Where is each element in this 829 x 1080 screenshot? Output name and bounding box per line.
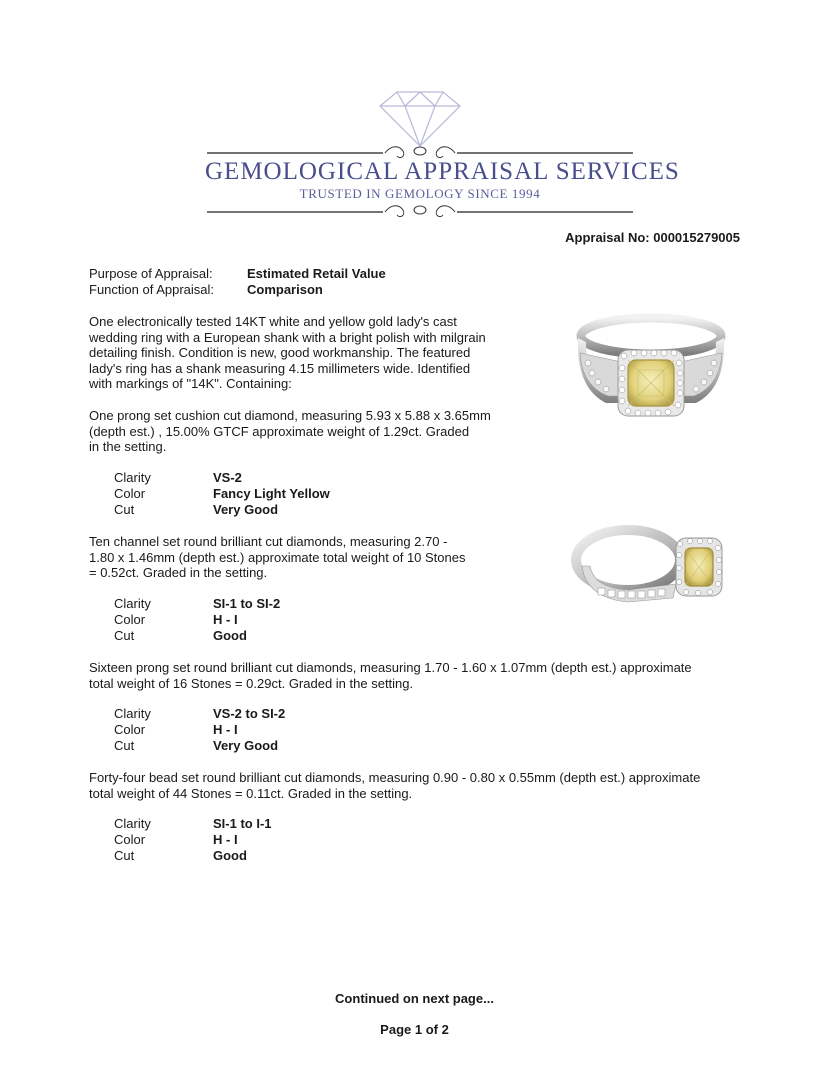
stone-line: One prong set cushion cut diamond, measuring 5.93 x 5.88 x 3.65mm [89,408,491,423]
purpose-label: Purpose of Appraisal: [89,266,213,281]
company-name: GEMOLOGICAL APPRAISAL SERVICES [205,158,680,185]
appraisal-number: Appraisal No: 000015279005 [565,230,740,245]
stone-3-description [89,660,739,691]
cut-value: Very Good [213,738,279,753]
clarity-value: VS-2 [213,470,242,485]
stone-line: in the setting. [89,439,167,454]
clarity-label: Clarity [114,596,151,611]
stone-2-grades [114,596,414,644]
color-label: Color [114,832,146,847]
clarity-label: Clarity [114,706,151,721]
cut-value: Very Good [213,502,279,517]
page-number: Page 1 of 2 [380,1022,449,1037]
description-line: lady's ring has a shank measuring 4.15 millimeters wide. Identified [89,360,471,376]
color-value: H - I [213,722,238,737]
clarity-value: VS-2 to SI-2 [213,706,286,721]
cut-value: Good [213,848,247,863]
description-line: detailing finish. Condition is new, good workmanship. The featured [89,345,471,360]
stone-line: Sixteen prong set round brilliant cut diamonds, measuring 1.70 - 1.60 x 1.07mm (depth est.) approximate [89,660,692,675]
cut-label: Cut [114,502,135,517]
stone-2-description [89,534,519,581]
function-label: Function of Appraisal: [89,282,215,297]
stone-1-description [89,408,519,455]
stone-line: (depth est.) , 15.00% GTCF approximate weight of 1.29ct. Graded [89,423,470,439]
function-value: Comparison [247,282,323,297]
cut-label: Cut [114,848,135,863]
company-tagline: TRUSTED IN GEMOLOGY SINCE 1994 [299,186,541,201]
stone-line: = 0.52ct. Graded in the setting. [89,565,268,580]
stone-line: 1.80 x 1.46mm (depth est.) approximate total weight of 10 Stones [89,549,466,565]
color-value: H - I [213,832,238,847]
clarity-label: Clarity [114,816,151,831]
item-description [89,314,519,392]
description-line: with markings of "14K". Containing: [89,376,292,391]
stone-line: Forty-four bead set round brilliant cut diamonds, measuring 0.90 - 0.80 x 0.55mm (depth est.) approximate [89,770,701,785]
ring-photo-angle [568,518,733,613]
stone-4-grades [114,816,414,864]
ring-photo-front [566,308,736,428]
color-label: Color [114,722,146,737]
description-line: wedding ring with a European shank with a bright polish with milgrain [89,329,486,345]
stone-line: total weight of 44 Stones = 0.11ct. Graded in the setting. [89,785,413,801]
color-label: Color [114,612,146,627]
stone-4-description [89,770,739,801]
stone-line: Ten channel set round brilliant cut diamonds, measuring 2.70 - [89,534,448,549]
clarity-value: SI-1 to I-1 [213,816,272,831]
stone-1-grades [114,470,414,518]
purpose-value: Estimated Retail Value [247,266,386,281]
color-label: Color [114,486,146,501]
cut-label: Cut [114,628,135,643]
stone-line: total weight of 16 Stones = 0.29ct. Graded in the setting. [89,675,414,691]
cut-value: Good [213,628,247,643]
continued-note: Continued on next page... [335,991,494,1006]
color-value: Fancy Light Yellow [213,486,330,501]
color-value: H - I [213,612,238,627]
clarity-value: SI-1 to SI-2 [213,596,281,611]
description-line: One electronically tested 14KT white and yellow gold lady's cast [89,314,457,329]
clarity-label: Clarity [114,470,151,485]
cut-label: Cut [114,738,135,753]
stone-3-grades [114,706,414,754]
